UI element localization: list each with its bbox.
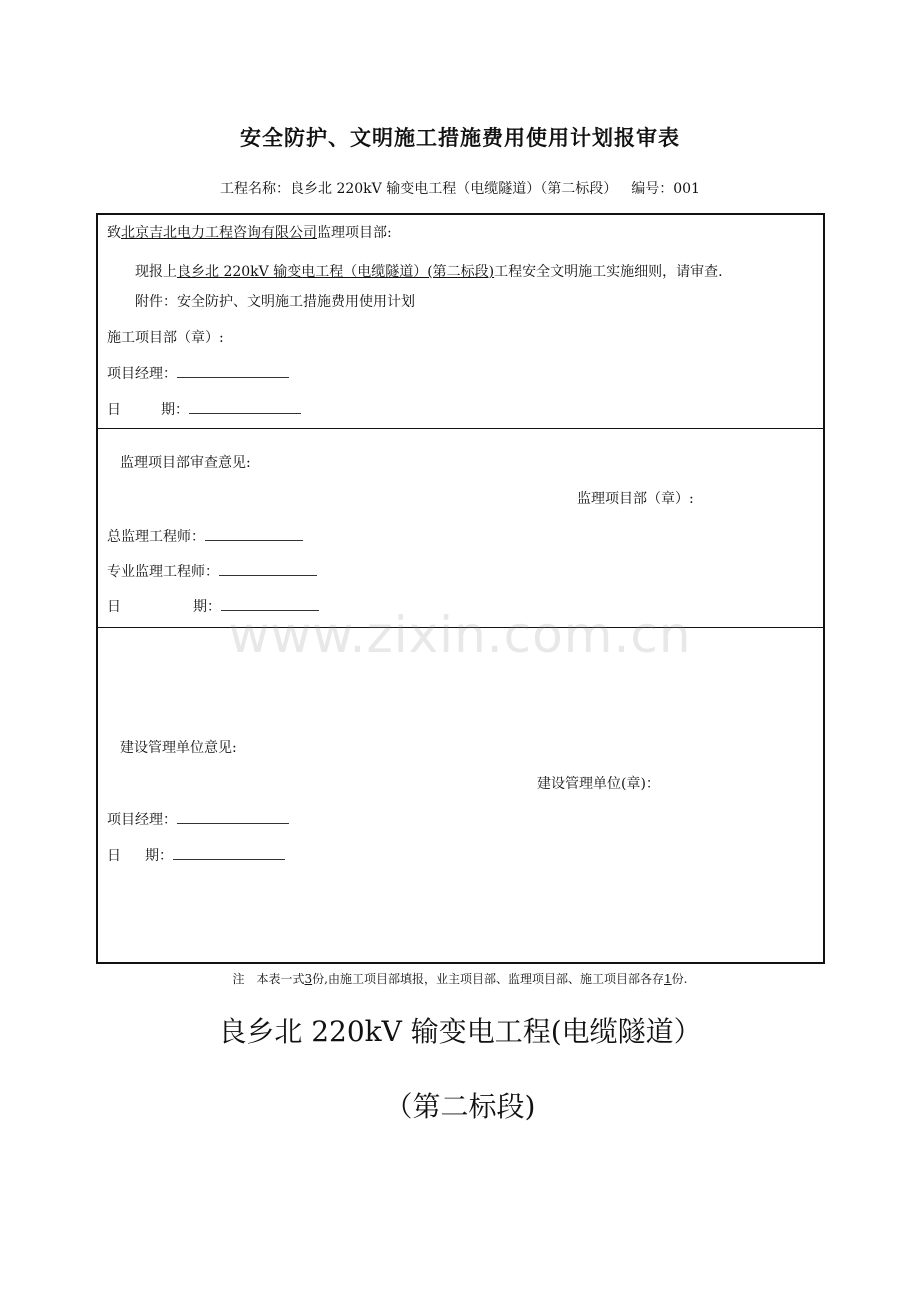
chief-engineer-row: 总监理工程师： [107, 526, 303, 546]
owner-opinion-label: 建设管理单位意见: [120, 740, 237, 756]
contractor-seal-label: 施工项目部（章）: [107, 330, 224, 346]
report-project-name: 良乡北 220kV 输变电工程（电缆隧道）(第二标段) [177, 264, 495, 280]
report-line: 现报上良乡北 220kV 输变电工程（电缆隧道）(第二标段)工程安全文明施工实施细则，请审查. [135, 264, 723, 280]
form-title: 安全防护、文明施工措施费用使用计划报审表 [240, 125, 680, 150]
owner-manager-row: 项目经理： [107, 809, 289, 829]
project-name: 良乡北 220kV 输变电工程（电缆隧道）（第二标段） [290, 181, 618, 197]
section-divider [98, 428, 823, 429]
specialist-engineer-field[interactable] [219, 561, 317, 576]
specialist-engineer-row: 专业监理工程师： [107, 561, 317, 581]
section-heading: （第二标段) [384, 1090, 536, 1123]
each-count: 1 [664, 972, 672, 986]
supervisor-opinion-label: 监理项目部审查意见: [120, 455, 251, 471]
supervisor-company: 北京吉北电力工程咨询有限公司 [121, 225, 317, 241]
owner-date-row: 日 期： [107, 845, 285, 865]
contractor-manager-field[interactable] [177, 363, 289, 378]
project-heading: 良乡北 220kV 输变电工程(电缆隧道） [218, 1015, 702, 1048]
copies-count: 3 [304, 972, 313, 986]
addressee-line: 致北京吉北电力工程咨询有限公司监理项目部: [107, 225, 392, 241]
chief-engineer-field[interactable] [205, 526, 303, 541]
contractor-manager-row: 项目经理： [107, 363, 289, 383]
attachment-line: 附件：安全防护、文明施工措施费用使用计划 [135, 294, 415, 310]
owner-manager-field[interactable] [177, 809, 289, 824]
owner-seal-label: 建设管理单位(章)： [537, 776, 660, 792]
owner-date-field[interactable] [173, 845, 285, 860]
project-info-line [0, 178, 920, 198]
project-label: 工程名称： [220, 181, 291, 197]
contractor-date-row: 日 期： [107, 399, 301, 419]
form-note: 注 本表一式3份,由施工项目部填报，业主项目部、监理项目部、施工项目部各存1份. [232, 972, 688, 986]
number-label: 编号： [631, 181, 674, 197]
supervisor-date-row: 日 期： [107, 596, 319, 616]
contractor-date-field[interactable] [189, 399, 301, 414]
watermark: www.zixin.com.cn [228, 606, 692, 664]
supervisor-seal-label: 监理项目部（章）: [577, 491, 694, 507]
approval-form-table [96, 213, 825, 964]
form-number: 001 [673, 181, 700, 197]
